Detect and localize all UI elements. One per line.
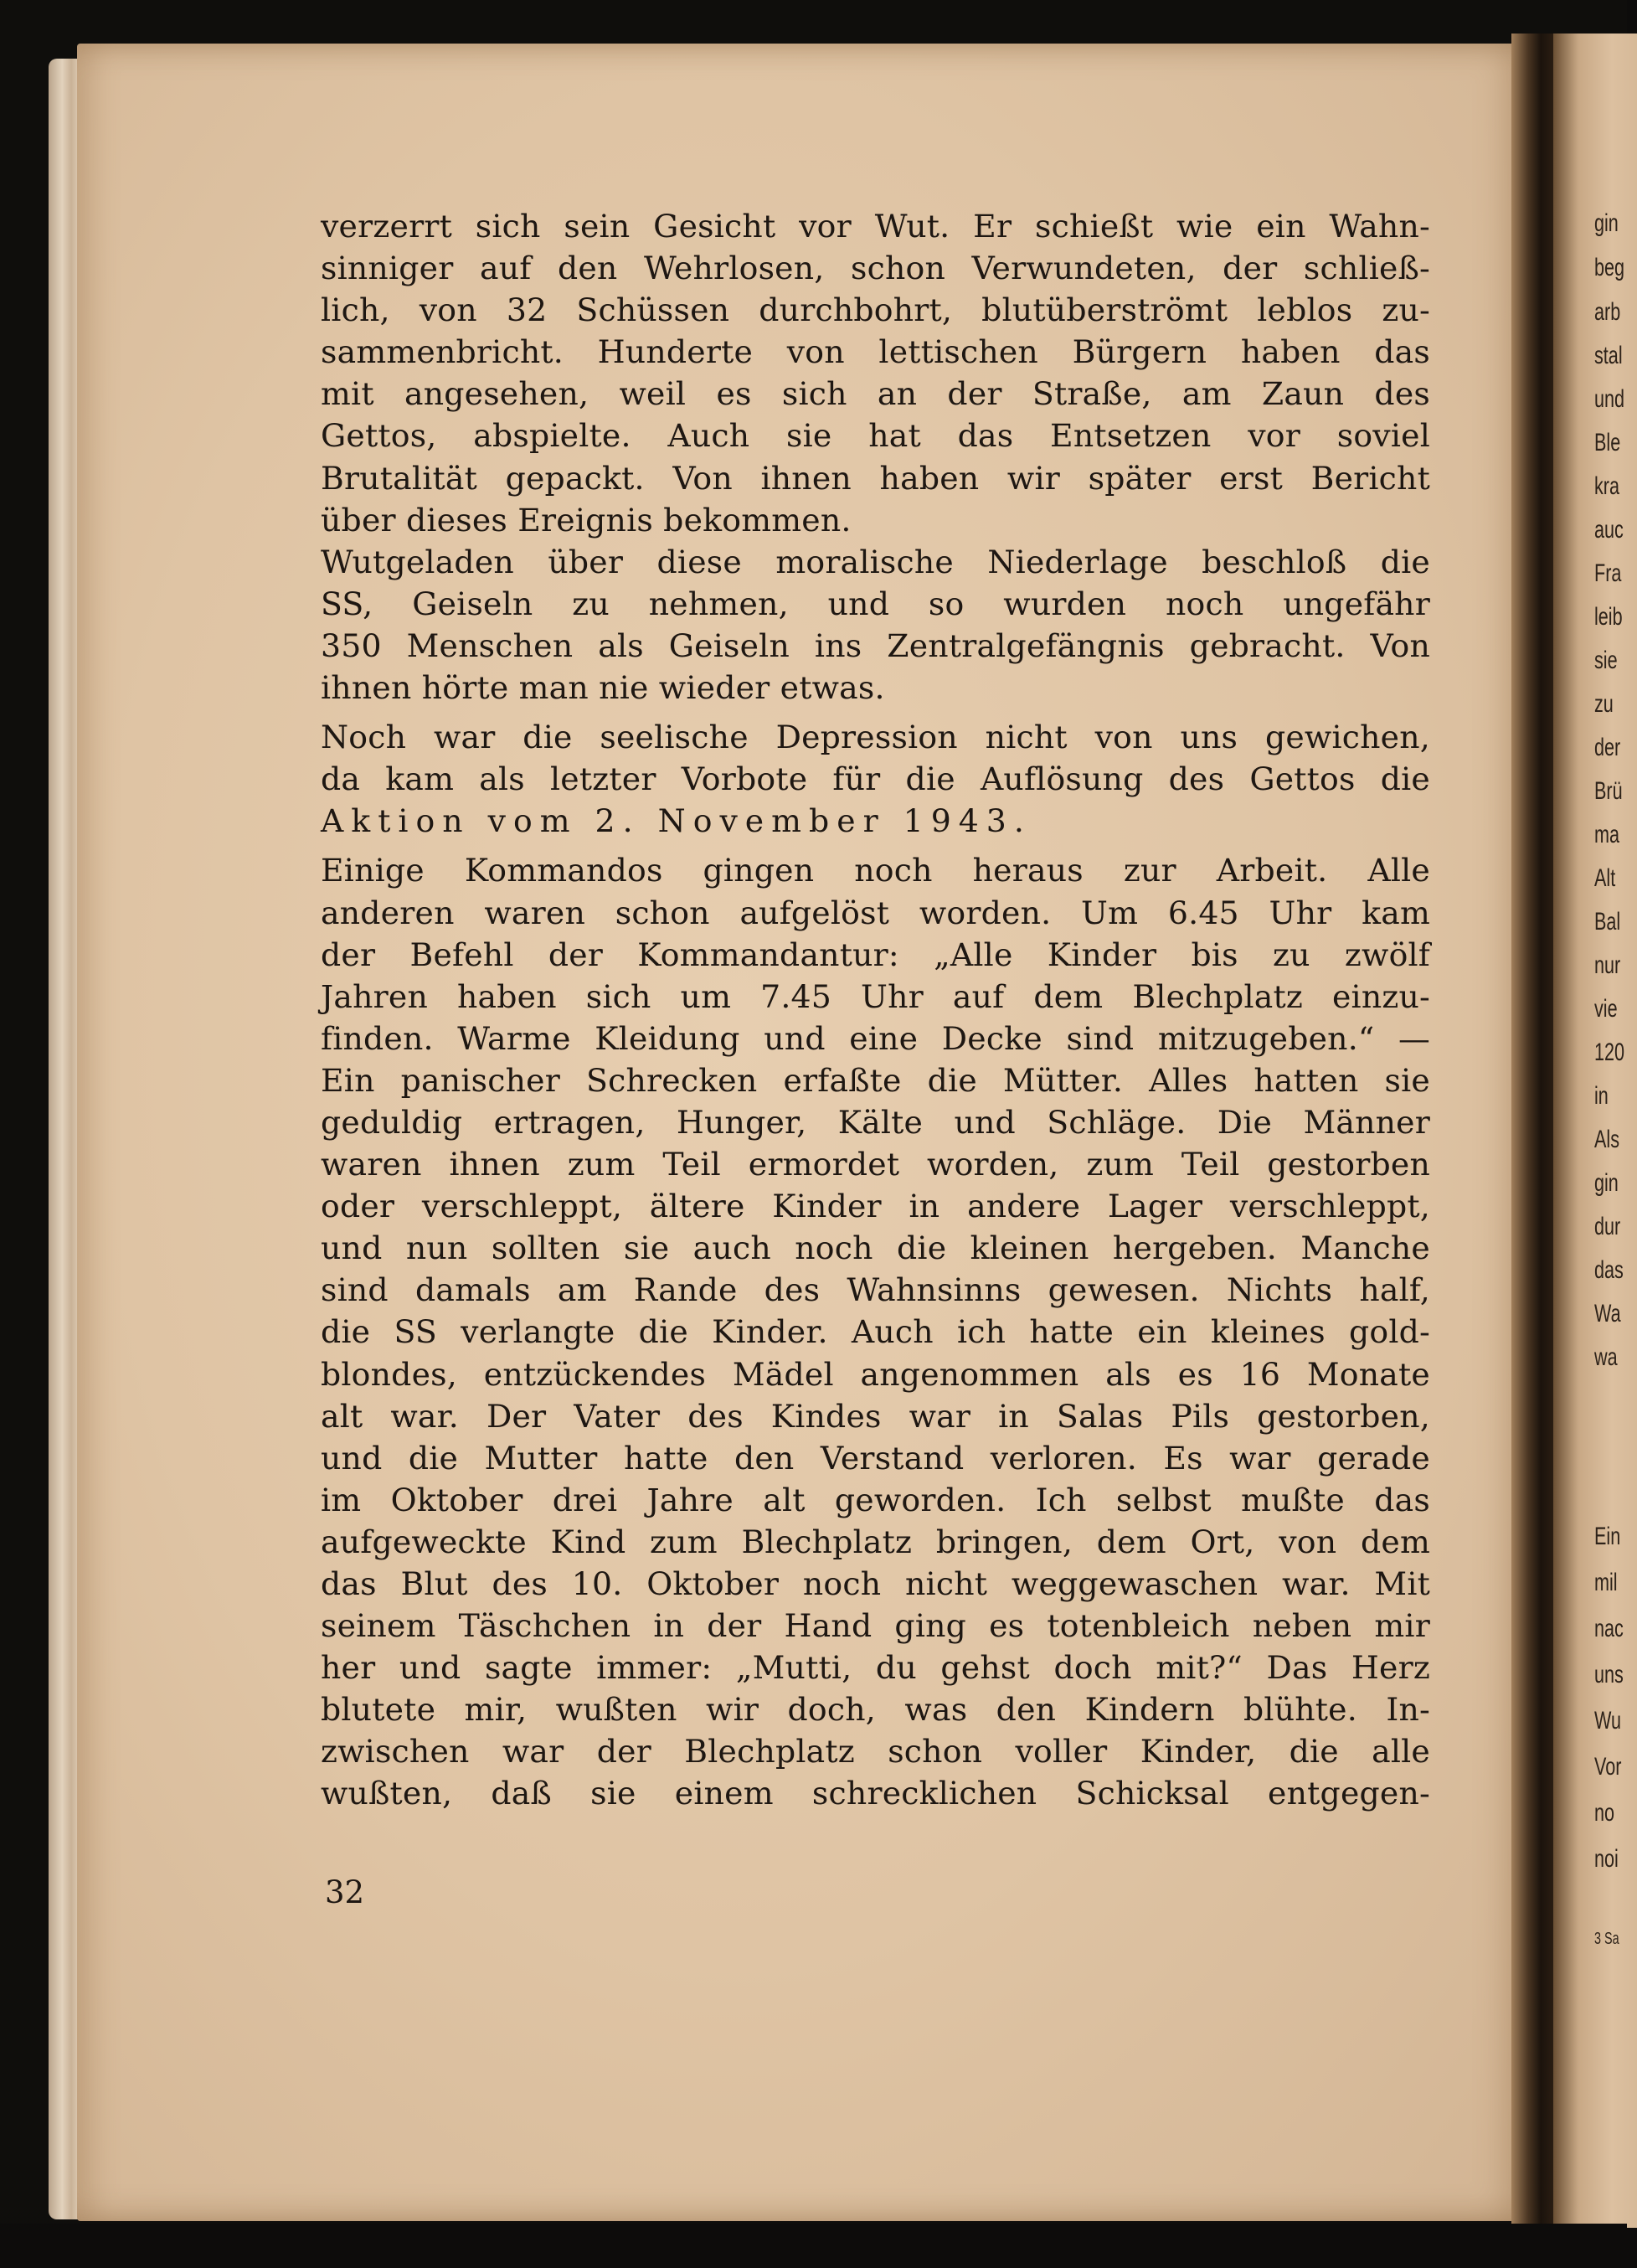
facing-page-footnote: 3 Sa bbox=[1594, 1930, 1619, 1948]
background-bottom bbox=[0, 2224, 1627, 2268]
facing-page-fragment: arb bbox=[1594, 298, 1621, 326]
text-line: Ein panischer Schrecken erfaßte die Mütter. Alles hatten sie bbox=[321, 1061, 1430, 1099]
text-line: über dieses Ereignis bekommen. bbox=[321, 501, 852, 539]
facing-page-fragment: Vor bbox=[1594, 1753, 1622, 1781]
facing-page-fragment: sie bbox=[1594, 647, 1618, 674]
facing-page-fragment: wa bbox=[1594, 1343, 1618, 1371]
facing-page-fragment: nac bbox=[1594, 1615, 1624, 1642]
facing-page-fragment: ma bbox=[1594, 821, 1620, 848]
text-line: oder verschleppt, ältere Kinder in andere Lager verschleppt, bbox=[321, 1188, 1430, 1225]
text-line: geduldig ertragen, Hunger, Kälte und Schläge. Die Männer bbox=[321, 1103, 1430, 1141]
text-line: anderen waren schon aufgelöst worden. Um 6.45 Uhr kam bbox=[321, 894, 1430, 931]
facing-page-fragment: nur bbox=[1594, 951, 1621, 979]
text-line: blondes, entzückendes Mädel angenommen als es 16 Monate bbox=[321, 1355, 1430, 1393]
facing-page-fragment: Bal bbox=[1594, 908, 1621, 936]
facing-page-fragment: das bbox=[1594, 1256, 1624, 1284]
facing-page-fragment: Ein bbox=[1594, 1523, 1621, 1550]
text-line: Noch war die seelische Depression nicht von uns gewichen, bbox=[321, 719, 1430, 756]
text-line: wußten, daß sie einem schrecklichen Schicksal entgegen- bbox=[321, 1775, 1430, 1812]
facing-page-fragment: Ble bbox=[1594, 429, 1621, 456]
text-line: und nun sollten sie auch noch die kleinen hergeben. Manche bbox=[321, 1229, 1430, 1267]
text-line: verzerrt sich sein Gesicht vor Wut. Er schießt wie ein Wahn- bbox=[321, 208, 1430, 245]
facing-page-fragment: und bbox=[1594, 385, 1625, 413]
text-line: sinniger auf den Wehrlosen, schon Verwundeten, der schließ- bbox=[321, 250, 1430, 287]
facing-page-fragment: zu bbox=[1594, 690, 1614, 718]
facing-page-fragment: vie bbox=[1594, 995, 1618, 1023]
text-line: aufgeweckte Kind zum Blechplatz bringen, dem Ort, von dem bbox=[321, 1523, 1430, 1560]
text-line: finden. Warme Kleidung und eine Decke sind mitzugeben.“ — bbox=[321, 1019, 1430, 1057]
text-line: blutete mir, wußten wir doch, was den Kindern blühte. In- bbox=[321, 1691, 1430, 1729]
facing-page-fragment: mil bbox=[1594, 1569, 1618, 1596]
text-line: Jahren haben sich um 7.45 Uhr auf dem Blechplatz einzu- bbox=[321, 977, 1430, 1015]
facing-page-fragment: der bbox=[1594, 734, 1621, 761]
text-line: und die Mutter hatte den Verstand verloren. Es war gerade bbox=[321, 1439, 1430, 1477]
text-line: die SS verlangte die Kinder. Auch ich hatte ein kleines gold- bbox=[321, 1313, 1430, 1351]
text-line: der Befehl der Kommandantur: „Alle Kinder bis zu zwölf bbox=[321, 936, 1430, 973]
facing-page-fragment: Alt bbox=[1594, 864, 1616, 892]
text-line: ihnen hörte man nie wieder etwas. bbox=[321, 669, 885, 707]
text-line: seinem Täschchen in der Hand ging es totenbleich neben mir bbox=[321, 1607, 1430, 1645]
text-line: im Oktober drei Jahre alt geworden. Ich selbst mußte das bbox=[321, 1481, 1430, 1518]
text-line-emphasis: Aktion vom 2. November 1943. bbox=[321, 802, 1032, 840]
facing-page-fragment: in bbox=[1594, 1082, 1609, 1110]
facing-page-fragment: stal bbox=[1594, 342, 1623, 369]
text-line: lich, von 32 Schüssen durchbohrt, blutüberströmt leblos zu- bbox=[321, 291, 1430, 329]
facing-page-fragment: Wa bbox=[1594, 1300, 1621, 1327]
text-line: SS, Geiseln zu nehmen, und so wurden noch ungefähr bbox=[321, 585, 1430, 622]
facing-page-fragment: uns bbox=[1594, 1661, 1624, 1688]
book-gutter bbox=[1511, 34, 1553, 2236]
facing-page-fragment: Fra bbox=[1594, 559, 1622, 587]
text-line: sammenbricht. Hunderte von lettischen Bürgern haben das bbox=[321, 333, 1430, 371]
text-line: her und sagte immer: „Mutti, du gehst doch mit?“ Das Herz bbox=[321, 1649, 1430, 1687]
facing-page-fragment: noi bbox=[1594, 1845, 1619, 1873]
text-line: alt war. Der Vater des Kindes war in Salas Pils gestorben, bbox=[321, 1397, 1430, 1435]
text-line: zwischen war der Blechplatz schon voller Kinder, die alle bbox=[321, 1733, 1430, 1771]
text-line: waren ihnen zum Teil ermordet worden, zum Teil gestorben bbox=[321, 1146, 1430, 1183]
facing-page-fragment: Wu bbox=[1594, 1707, 1622, 1735]
text-line: Wutgeladen über diese moralische Niederlage beschloß die bbox=[321, 543, 1430, 580]
text-line: mit angesehen, weil es sich an der Straße, am Zaun des bbox=[321, 375, 1430, 413]
text-line: Brutalität gepackt. Von ihnen haben wir später erst Bericht bbox=[321, 459, 1430, 497]
facing-page-fragment: dur bbox=[1594, 1213, 1621, 1240]
facing-page-fragment: kra bbox=[1594, 472, 1620, 500]
facing-page-fragment: 120 bbox=[1594, 1039, 1625, 1066]
text-line: 350 Menschen als Geiseln ins Zentralgefängnis gebracht. Von bbox=[321, 626, 1430, 664]
text-line: das Blut des 10. Oktober noch nicht weggewaschen war. Mit bbox=[321, 1565, 1430, 1602]
text-line: sind damals am Rande des Wahnsinns gewesen. Nichts half, bbox=[321, 1271, 1430, 1309]
text-line: da kam als letzter Vorbote für die Auflösung des Gettos die bbox=[321, 760, 1430, 798]
facing-page-fragment: auc bbox=[1594, 516, 1624, 544]
page-number: 32 bbox=[325, 1874, 365, 1910]
page-body-text bbox=[321, 205, 1430, 1815]
text-line: Gettos, abspielte. Auch sie hat das Entsetzen vor soviel bbox=[321, 417, 1430, 455]
text-line: Einige Kommandos gingen noch heraus zur Arbeit. Alle bbox=[321, 852, 1430, 889]
facing-page-fragment: no bbox=[1594, 1799, 1615, 1827]
facing-page-fragment: Als bbox=[1594, 1126, 1620, 1153]
facing-page-fragment: leib bbox=[1594, 603, 1623, 631]
facing-page-fragment: gin bbox=[1594, 209, 1619, 237]
facing-page-fragment: gin bbox=[1594, 1169, 1619, 1197]
facing-page-fragment: beg bbox=[1594, 254, 1625, 281]
facing-page-fragment: Brü bbox=[1594, 777, 1623, 805]
